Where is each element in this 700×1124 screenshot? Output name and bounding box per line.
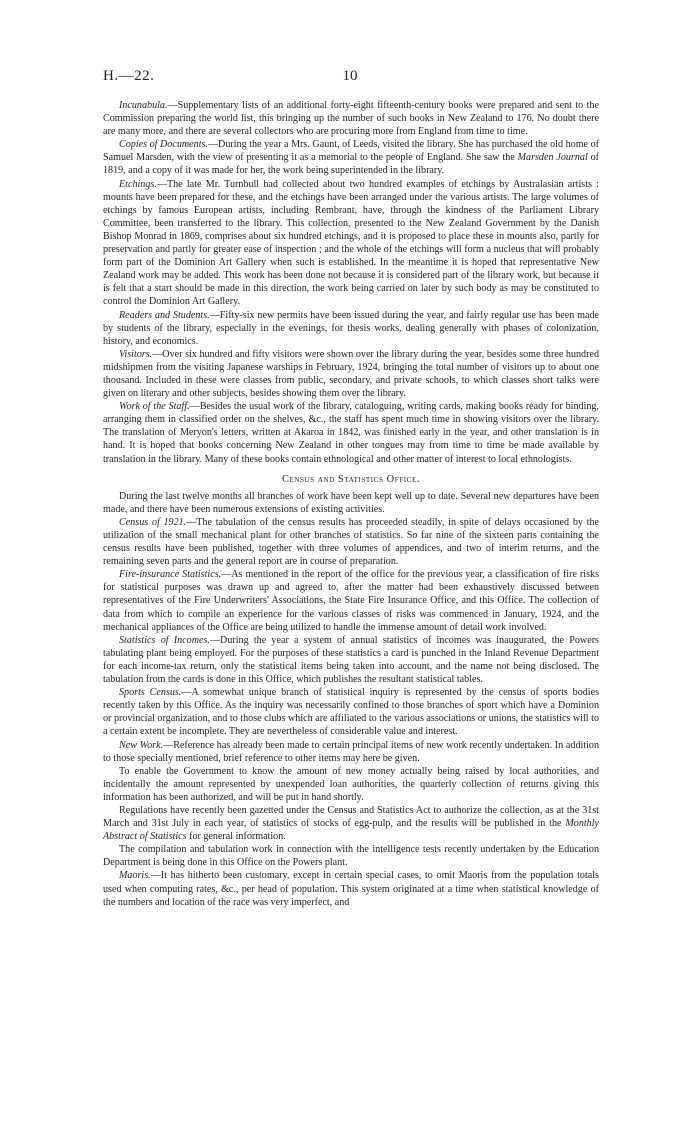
paragraph-incunabula [103, 99, 599, 138]
paragraph-text: —During the year a system of annual statistics of incomes was inaugurated, the Powers tabulating plant being employed. For the purposes of these statistics a card is punched in the Inland Revenue Department for each income-tax return, only the statistical items being taken into account, and the name not being disclosed. The tabulation from the cards is done in this Office, which publishes the resultant statistical tables. [103, 634, 599, 686]
paragraph-intro [103, 490, 599, 516]
body-text [103, 99, 599, 909]
paragraph-readers-and-students [103, 309, 599, 348]
paragraph-maoris [103, 869, 599, 908]
paragraph-text: —Besides the usual work of the library, cataloguing, writing cards, making books ready for binding, arranging them in classified order on the shelves, &c., the staff has spent much time in showing visitors over the library. The translation of Meryon's letters, written at Akaroa in 1842, was finished early in the year, and other translation is in hand. It is hoped that books concerning New Zealand in other tongues may from time to time be made available by translation in the library. Many of these books contain ethnological and other matter of interest to local ethnologists. [103, 401, 599, 465]
paragraph-new-work [103, 739, 599, 765]
paragraph-text: —The tabulation of the census results has proceeded steadily, in spite of delays occasioned by the utilization of the small mechanical plant for other branches of statistics. So far nine of the sixteen parts containing the census results have been published, together with three volumes of appendices, and two of interim returns, and the remaining seven parts and the general report are in course of preparation. [103, 516, 599, 568]
paragraph-lead: Copies of Documents. [119, 139, 208, 151]
page-header [103, 68, 597, 88]
paragraph-text: —During the year a Mrs. Gaunt, of Leeds, visited the library. She has purchased the old home of Samuel Marsden, with the view of presenting it as a memorial to the people of England. She saw the [103, 139, 599, 164]
paragraph-visitors [103, 348, 599, 400]
paragraph-text: —Over six hundred and fifty visitors were shown over the library during the year, besides some three hundred midshipmen from the visiting Japanese warships in February, 1924, bringing the total number of visitors up to about one thousand. Included in these were classes from public, secondary, and private schools, to which classes short talks were given on literary and other subjects, besides showing them over the library. [103, 348, 599, 400]
document-reference: H.—22. [103, 68, 155, 84]
paragraph-lead: Visitors. [119, 348, 153, 360]
paragraph-lead: Statistics of Incomes. [119, 634, 210, 646]
paragraph-lead: Census of 1921. [119, 516, 187, 528]
paragraph-census-1921 [103, 516, 599, 568]
paragraph-work-of-staff [103, 400, 599, 465]
paragraph-lead: Maoris. [119, 870, 151, 882]
paragraph-text: The compilation and tabulation work in connection with the intelligence tests recently undertaken by the Education Department is being done in this Office on the Powers plant. [103, 844, 599, 869]
paragraph-text: —As mentioned in the report of the office for the previous year, a classification of fire risks for statistical purposes was drawn up and agreed to, after the matter had been exhaustively discussed between representatives of the Fire Underwriters' Associations, the State Fire Insurance Office, and this Office. The collection of data from which to compile an experience for the various classes of risks was commenced in January, 1924, and the mechanical appliances of the Office are being utilized to handle the immense amount of detail work involved. [103, 569, 599, 633]
paragraph-text: of 1819, and a copy of it was made for her, the work being superintended in the library. [103, 152, 600, 177]
paragraph-italic: Monthly Abstract of Statistics [103, 818, 599, 843]
paragraph-sports-census [103, 686, 599, 738]
paragraph-text: —It has hitherto been customary, except in certain special cases, to omit Maoris from the population totals used when computing rates, &c., per head of population. This system originated at a time when statistical knowledge of the numbers and location of the race was very imperfect, and [103, 870, 599, 908]
paragraph-lead: Readers and Students. [119, 309, 210, 321]
paragraph-fire-insurance [103, 568, 599, 633]
paragraph-lead: Fire-insurance Statistics. [119, 569, 222, 581]
paragraph-text: —Fifty-six new permits have been issued during the year, and fairly regular use has been made by students of the library, especially in the evenings, for thesis works, dealing generally with phases of colonization, history, and economics. [103, 309, 599, 347]
paragraph-lead: Sports Census. [119, 687, 182, 699]
section-heading: Census and Statistics Office. [281, 473, 421, 485]
paragraph-text: —A somewhat unique branch of statistical inquiry is represented by the census of sports bodies recently taken by this Office. As the inquiry was necessarily confined to those branches of sport which have a Dominion or provincial organization, and to those clubs which are affiliated to the various associations or unions, the statistics will to a certain extent be incomplete. They are nevertheless of considerable value and interest. [103, 687, 599, 738]
paragraph-etchings [103, 178, 599, 309]
paragraph-text: Regulations have recently been gazetted under the Census and Statistics Act to authorize the collection, as at the 31st March and 31st July in each year, of statistics of stocks of egg-pulp, and the results will be published in the [103, 804, 599, 830]
paragraph-lead: Work of the Staff. [119, 401, 190, 413]
paragraph-text: During the last twelve months all branches of work have been kept well up to date. Several new departures have been made, and there have been numerous extensions of existing activities. [103, 490, 599, 515]
paragraph-new-money [103, 765, 599, 804]
paragraph-lead: New Work. [119, 739, 164, 751]
paragraph-regulations [103, 804, 599, 843]
paragraph-italic: Marsden Journal [517, 152, 588, 164]
paragraph-text: —Reference has already been made to certain principal items of new work recently undertaken. In addition to those specially mentioned, brief reference to other items may here be given. [103, 739, 599, 764]
paragraph-text: for general information. [186, 831, 286, 843]
page-number: 10 [342, 68, 358, 84]
paragraph-text: To enable the Government to know the amount of new money actually being raised by local authorities, and incidentally the amount represented by unexpended loan authorities, the quarterly collection of returns giving this information has been authorized, and will be put in hand shortly. [103, 765, 599, 803]
paragraph-lead: Incunabula. [119, 100, 168, 111]
paragraph-text: —Supplementary lists of an additional forty-eight fifteenth-century books were prepared and sent to the Commission preparing the world list, this bringing up the number of such books in New Zealand to 176. No doubt there are many more, and there are several collectors who are procuring more from England from time to time. [103, 100, 599, 138]
paragraph-text: —The late Mr. Turnbull had collected about two hundred examples of etchings by Australasian artists : mounts have been prepared for these, and the etchings have been arranged under the various artists. The large volumes of etchings by famous European artists, including Rembrant, have, through the kindness of the Parliament Library Committee, been transferred to the library. This collection, presented to the New Zealand Government by the Danish Bishop Monrad in 1869, comprises about six hundred etchings, and it is proposed to place these in mounts also, partly for preservation and partly for greater ease of inspection ; and the whole of the etchings will form a nucleus that will probably form part of the Dominion Art Gallery when such is established. In the meantime it is hoped that representative New Zealand work may be added. This work has been done not because it is considered part of the library work, but because it is felt that a start should be made in this direction, the work being carried on later by such body as may be constituted to control the Dominion Art Gallery. [103, 178, 599, 308]
paragraph-lead: Etchings. [119, 178, 157, 190]
paragraph-intelligence-tests [103, 843, 599, 869]
paragraph-copies-of-documents [103, 138, 599, 177]
paragraph-incomes [103, 634, 599, 686]
